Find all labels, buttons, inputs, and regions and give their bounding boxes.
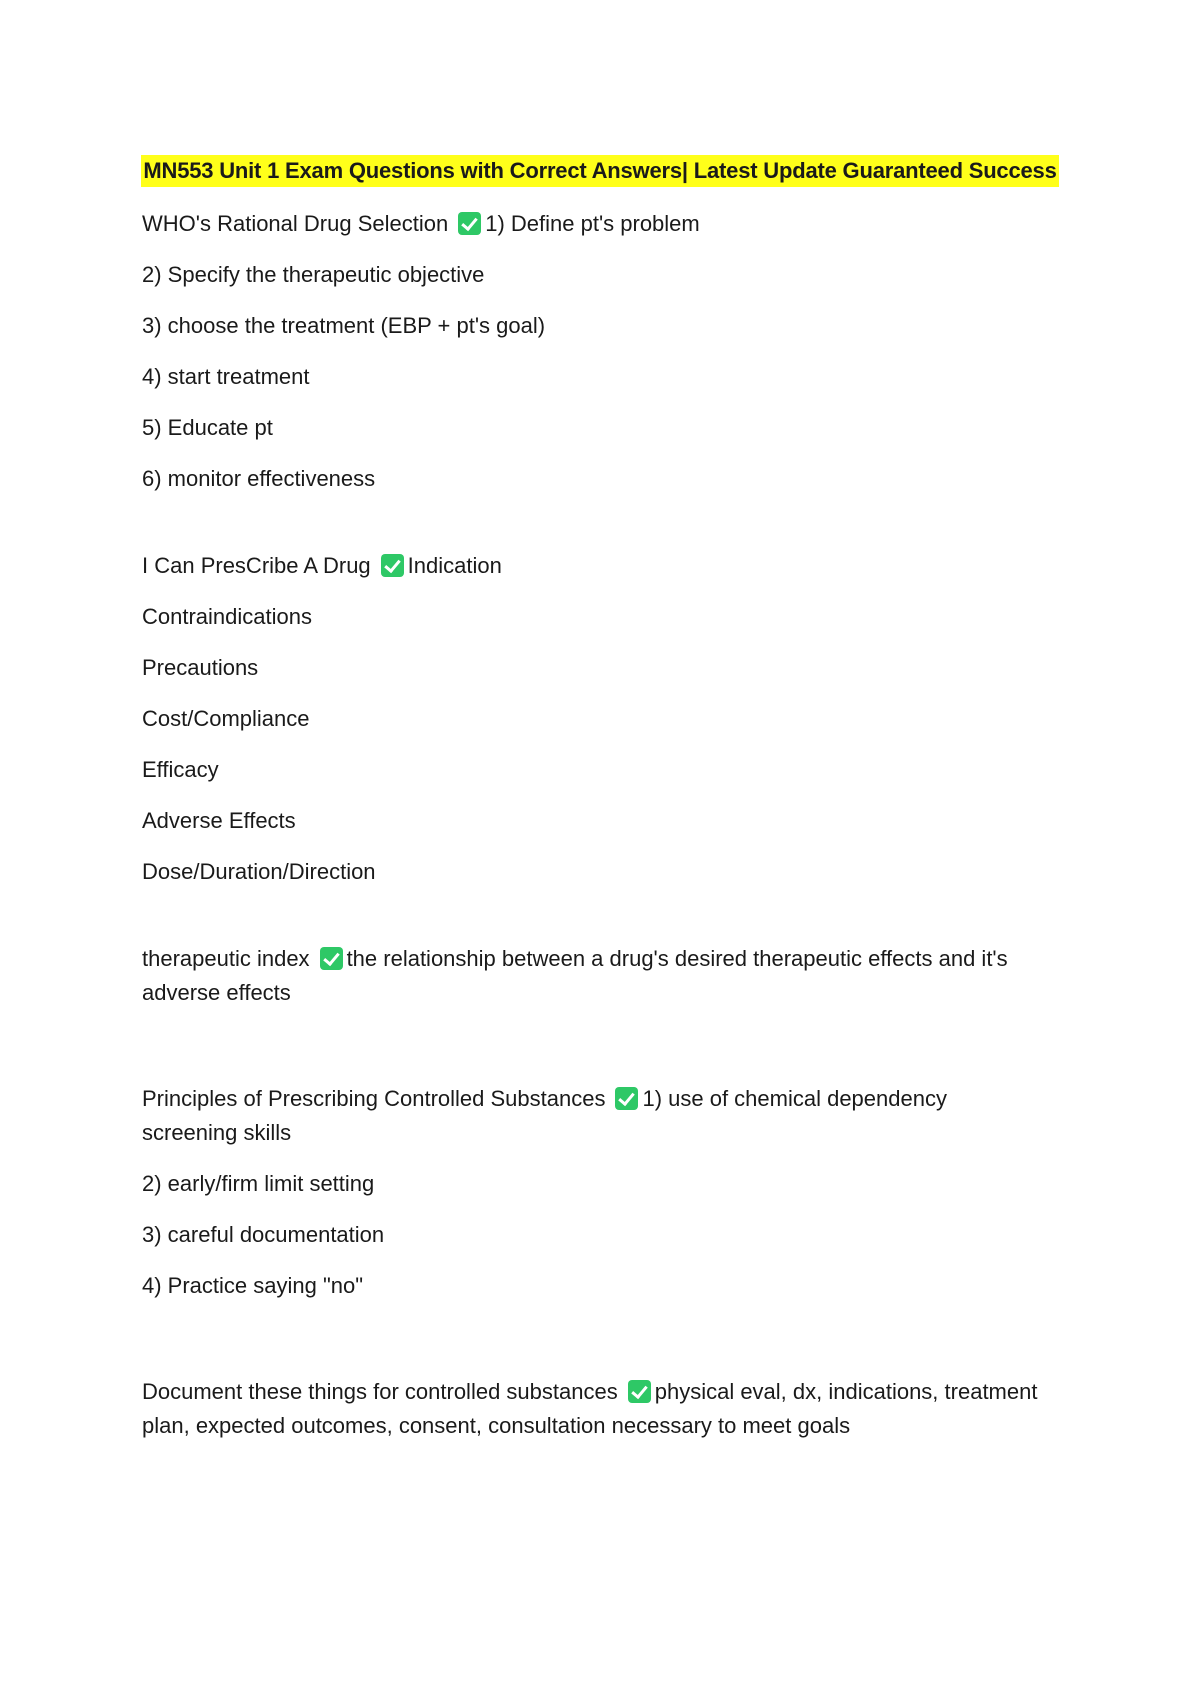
question-text: I Can PresCribe A Drug — [142, 553, 371, 578]
answer-text: physical eval, dx, indications, treatment plan, expected outcomes, consent, consultation necessary to meet goals — [142, 1379, 1038, 1438]
spacer — [142, 1320, 1042, 1375]
qa-item — [142, 549, 1042, 583]
document-title: MN553 Unit 1 Exam Questions with Correct Answers| Latest Update Guaranteed Success — [141, 155, 1058, 187]
green-check-box-icon — [320, 947, 343, 970]
question-text: therapeutic index — [142, 946, 310, 971]
answer-text: the relationship between a drug's desired therapeutic effects and it's adverse effects — [142, 946, 1008, 1005]
answer-line: Cost/Compliance — [142, 706, 310, 731]
answer-line: 5) Educate pt — [142, 415, 273, 440]
qa-item — [142, 1375, 1042, 1443]
green-check-box-icon — [381, 554, 404, 577]
answer-text: 1) Define pt's problem — [485, 211, 700, 236]
answer-text: 1) use of chemical dependency screening skills — [142, 1086, 947, 1145]
answer-line: 6) monitor effectiveness — [142, 466, 376, 491]
answer-line: Adverse Effects — [142, 808, 296, 833]
green-check-box-icon — [628, 1380, 651, 1403]
spacer — [142, 1027, 1042, 1082]
qa-item — [142, 942, 1042, 1010]
green-check-box-icon — [458, 212, 481, 235]
answer-line: 2) early/firm limit setting — [142, 1171, 375, 1196]
question-text: WHO's Rational Drug Selection — [142, 211, 449, 236]
question-text: Principles of Prescribing Controlled Substances — [142, 1086, 606, 1111]
spacer — [142, 906, 1042, 942]
title-container — [0, 155, 1200, 187]
document-content — [142, 207, 1042, 1460]
answer-line: Dose/Duration/Direction — [142, 859, 376, 884]
green-check-box-icon — [615, 1087, 638, 1110]
answer-line: Efficacy — [142, 757, 219, 782]
qa-item — [142, 1082, 1042, 1150]
answer-line: Contraindications — [142, 604, 312, 629]
answer-line: 4) Practice saying "no" — [142, 1273, 364, 1298]
answer-line: 3) careful documentation — [142, 1222, 385, 1247]
answer-line: 4) start treatment — [142, 364, 310, 389]
answer-text: Indication — [407, 553, 502, 578]
answer-line: 2) Specify the therapeutic objective — [142, 262, 485, 287]
answer-line: Precautions — [142, 655, 259, 680]
qa-item — [142, 207, 1042, 241]
question-text: Document these things for controlled substances — [142, 1379, 618, 1404]
answer-line: 3) choose the treatment (EBP + pt's goal) — [142, 313, 546, 338]
spacer — [142, 513, 1042, 549]
